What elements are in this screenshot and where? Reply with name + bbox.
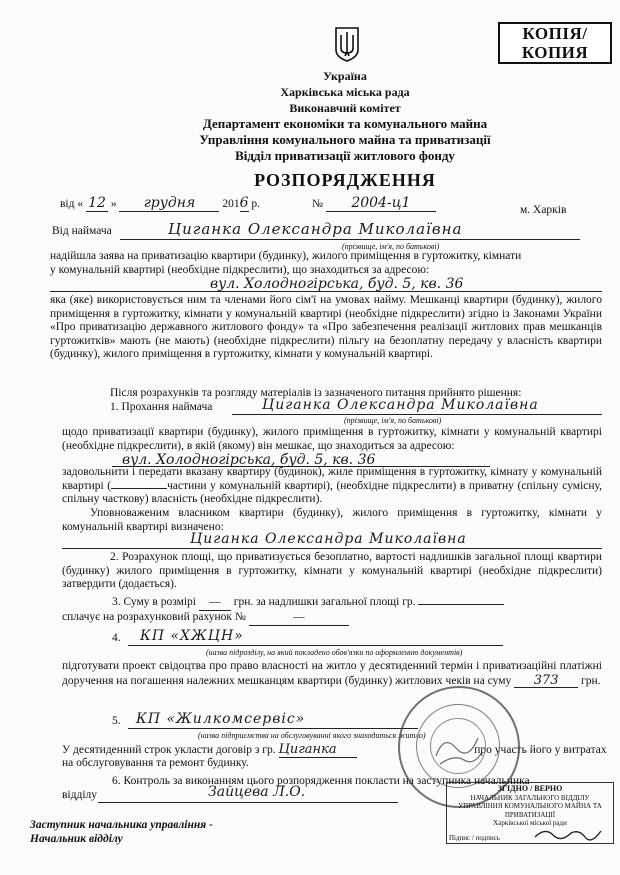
committee: Виконавчий комітет xyxy=(289,101,401,115)
item5-text-a: У десятиденний строк укласти договір з гр. xyxy=(62,744,276,756)
item5-underline xyxy=(128,728,418,729)
intro-text xyxy=(50,250,602,277)
seal-scribble-icon xyxy=(434,726,484,770)
tenant-underline xyxy=(120,239,580,240)
cert-stamp-line4: Підпис / подпись xyxy=(449,833,501,842)
item4-sum: 373 xyxy=(514,674,578,689)
item3-account: — xyxy=(249,611,349,626)
year-prefix: 201 xyxy=(222,198,240,210)
item3-line2 xyxy=(62,611,349,626)
signature-block xyxy=(30,818,213,846)
copy-stamp-line1: КОПІЯ/ xyxy=(522,24,588,43)
intro-address: вул. Холодногірська, буд. 5, кв. 36 xyxy=(210,276,464,292)
item1-para-b xyxy=(62,466,602,507)
item1-underline xyxy=(232,414,602,415)
directorate: Управління комунального майна та приватизації xyxy=(199,132,491,147)
document-title: РОЗПОРЯДЖЕННЯ xyxy=(254,170,436,190)
tenant-name: Циганка Олександра Миколаївна xyxy=(168,220,463,238)
item6-text: 6. Контроль за виконанням цього розпорядження покласти на заступника начальника xyxy=(112,775,530,787)
item5-caption: (назва підприємства на обслуговуванні якого знаходиться житло) xyxy=(198,731,426,740)
item5-text-c: на обслуговування та ремонт будинку. xyxy=(62,757,249,769)
item4-text xyxy=(62,660,602,688)
council: Харківська міська рада xyxy=(280,85,410,99)
division: Відділ приватизації житлового фонду xyxy=(235,148,455,163)
cert-stamp-line3: Харківської міської ради xyxy=(493,819,567,827)
item1-owner: Циганка Олександра Миколаївна xyxy=(190,531,467,547)
tenant-label: Від наймача xyxy=(52,225,112,237)
item1-para-a: щодо приватизації квартири (будинку), жилого приміщення в гуртожитку, кімнати у комунальній квартирі (необхідне підкреслити), в якій (якому) він мешкає, що знаходиться за адресою: xyxy=(62,426,602,452)
intro-paragraph: яка (яке) використовується ним та членами його сім'ї на умовах найму. Мешканці квартири (будинку), жилого приміщення в гуртожитку, кімнати у комунальній квартирі (необхідне підкреслити) згідно із Законами України «Про приватизацію державного житлового фонду» та «Про забезпечення реалізації житлових прав мешканців гуртожитків» мають (не мають) (необхідне підкреслити) пільгу на безоплатну передачу у власність квартири (будинку), жилого приміщення в гуртожитку, кімнати у комунальній квартирі. xyxy=(50,294,602,360)
item1-label: 1. Прохання наймача xyxy=(110,401,213,413)
coat-of-arms-icon xyxy=(334,26,360,62)
copy-stamp-line2: КОПИЯ xyxy=(521,43,589,62)
cert-stamp-line1: НАЧАЛЬНИК ЗАГАЛЬНОГО ВІДДІЛУ xyxy=(470,793,590,802)
intro-line2: у комунальній квартирі (необхідне підкреслити), що знаходиться за адресою: xyxy=(50,263,430,276)
item5-label: 5. xyxy=(112,715,121,727)
item3-line1 xyxy=(112,596,504,611)
number-prefix: № xyxy=(312,198,323,210)
item4-text-body: підготувати проект свідоцтва про право власності на житло у десятиденний термін і приватизаційні платіжні доручення на погашення належних мешканцям квартири (будинку) житлових чеків на суму xyxy=(62,660,602,687)
date-line xyxy=(60,197,260,212)
item2-text: 2. Розрахунок площі, що приватизується безоплатно, вартості надлишків загальної площі квартири (будинку) жилого приміщення в гуртожитку, кімнати у комунальній квартирі (необхідне підкреслити) затвердити (додається). xyxy=(62,551,602,590)
date-month: грудня xyxy=(119,197,219,212)
doc-number: 2004-ц1 xyxy=(326,197,436,212)
item5-line1 xyxy=(62,743,607,758)
cert-stamp-line2: УПРАВЛІННЯ КОМУНАЛЬНОГО МАЙНА ТА ПРИВАТИЗАЦІЇ xyxy=(458,802,602,819)
country: Україна xyxy=(323,69,367,83)
item4-label: 4. xyxy=(112,632,121,644)
letterhead xyxy=(0,68,620,164)
item4-underline xyxy=(128,645,503,646)
item1-owner-text: Уповноваженим власником квартири (будинку), жилого приміщення в гуртожитку, кімнати у комунальній квартирі визначено: xyxy=(62,507,602,533)
department: Департамент економіки та комунального майна xyxy=(202,116,488,131)
item3-amount: — xyxy=(199,596,231,611)
city: м. Харків xyxy=(520,204,567,216)
year-suffix: р. xyxy=(251,198,261,210)
item1-para-b2: частини у комунальній квартирі), (необхідне підкреслити) в приватну (спільну сумісну, спільну часткову) власність (необхідне підкреслити). xyxy=(62,479,602,505)
item1-caption: (прізвище, ім'я, по батькові) xyxy=(344,416,442,425)
copy-stamp xyxy=(498,22,612,64)
item1-owner-line xyxy=(62,548,602,549)
item4-currency: грн. xyxy=(581,674,601,687)
intro-after: Після розрахунків та розгляду матеріалів із зазначеного питання прийнято рішення: xyxy=(110,387,522,399)
number-line xyxy=(312,197,436,212)
item3-text-a: 3. Суму в розмірі xyxy=(112,596,196,608)
certification-stamp xyxy=(446,782,614,844)
from-prefix: від « xyxy=(60,198,84,210)
item1-address: вул. Холодногірська, буд. 5, кв. 36 xyxy=(122,452,376,468)
handwritten-signature-icon xyxy=(533,825,603,841)
item5-text-b: про участь його у витратах xyxy=(474,744,607,756)
date-day: 12 xyxy=(86,197,108,212)
item6-underline xyxy=(98,802,398,803)
tenant-caption: (прізвище, ім'я, по батькові) xyxy=(342,242,440,251)
day-close: » xyxy=(110,198,117,210)
item4-caption: (назва підрозділу, на який покладено обов'язки по оформленню документів) xyxy=(206,648,463,657)
item6-value: Зайцева Л.О. xyxy=(208,784,306,800)
signature-line1: Заступник начальника управління - xyxy=(30,819,213,831)
year-digit: 6 xyxy=(239,195,249,211)
item5-value: КП «Жилкомсервіс» xyxy=(136,711,306,727)
item6-text2: відділу xyxy=(62,789,98,801)
item1-name: Циганка Олександра Миколаївна xyxy=(262,397,539,413)
signature-line2: Начальник відділу xyxy=(30,833,123,845)
cert-stamp-title: ЗГІДНО / ВЕРНО xyxy=(497,784,563,793)
item1-share-blank xyxy=(111,488,167,489)
intro-line1: надійшла заява на приватизацію квартири (будинку), жилого приміщення в гуртожитку, кімнати xyxy=(50,250,522,262)
item5-name: Циганка xyxy=(279,743,357,758)
item3-text-b: грн. за надлишки загальної площі гр. xyxy=(233,596,416,608)
item4-value: КП «ХЖЦН» xyxy=(140,628,244,644)
item3-citizen-blank xyxy=(418,604,504,605)
item1-para-b1: задовольнити і передати вказану квартиру (будинок), жиле приміщення в гуртожитку, кімнату у комунальній квартирі ( xyxy=(62,466,602,492)
item3-text-c: сплачує на розрахунковий рахунок № xyxy=(62,611,246,623)
